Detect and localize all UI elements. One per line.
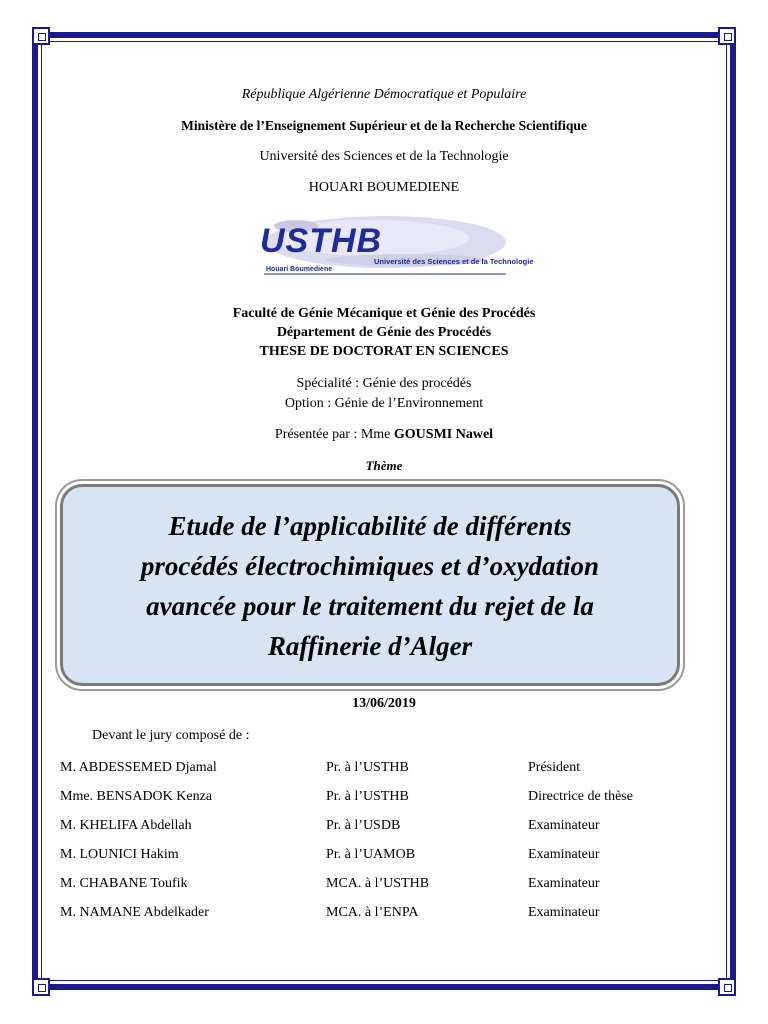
corner-ornament — [32, 27, 50, 45]
university-line: Université des Sciences et de la Technologie — [259, 149, 509, 164]
jury-affiliation: MCA. à l’USTHB — [326, 876, 430, 891]
corner-ornament — [718, 978, 736, 996]
university-name: HOUARI BOUMEDIENE — [308, 180, 460, 195]
jury-role: Directrice de thèse — [528, 789, 633, 804]
jury-row — [0, 876, 768, 896]
logo-line1: Université des Sciences et de la Technologie — [374, 257, 534, 266]
title-line-1: Etude de l’applicabilité de différents — [168, 511, 572, 541]
jury-affiliation: Pr. à l’USDB — [326, 818, 401, 833]
thesis-title — [64, 506, 676, 666]
title-line-3: avancée pour le traitement du rejet de la — [146, 591, 594, 621]
defense-date: 13/06/2019 — [352, 696, 416, 711]
author-name: GOUSMI Nawel — [393, 427, 494, 442]
theme-label: Thème — [365, 458, 403, 473]
corner-ornament — [32, 978, 50, 996]
jury-role: Examinateur — [528, 818, 600, 833]
jury-name: M. ABDESSEMED Djamal — [60, 760, 217, 775]
jury-affiliation: Pr. à l’USTHB — [326, 789, 409, 804]
department-line: Département de Génie des Procédés — [276, 325, 492, 340]
thesis-type: THESE DE DOCTORAT EN SCIENCES — [259, 344, 509, 359]
jury-name: M. CHABANE Toufik — [60, 876, 188, 891]
jury-role: Examinateur — [528, 876, 600, 891]
jury-name: M. LOUNICI Hakim — [60, 847, 179, 862]
logo-acronym: USTHB — [260, 222, 383, 260]
logo-line2: Houari Boumediene — [266, 266, 333, 273]
author-prefix: Présentée par : Mme — [274, 427, 394, 442]
jury-name: Mme. BENSADOK Kenza — [60, 789, 213, 804]
jury-row — [0, 760, 768, 780]
jury-row — [0, 818, 768, 838]
corner-ornament — [718, 27, 736, 45]
jury-row — [0, 847, 768, 867]
ministry-line: Ministère de l’Enseignement Supérieur et de la Recherche Scientifique — [181, 118, 587, 133]
jury-name: M. NAMANE Abdelkader — [60, 905, 209, 920]
title-line-2: procédés électrochimiques et d’oxydation — [140, 551, 600, 581]
jury-intro: Devant le jury composé de : — [92, 728, 250, 743]
specialty-line: Spécialité : Génie des procédés — [296, 376, 472, 391]
jury-affiliation: MCA. à l’ENPA — [326, 905, 419, 920]
jury-name: M. KHELIFA Abdellah — [60, 818, 192, 833]
jury-affiliation: Pr. à l’UAMOB — [326, 847, 416, 862]
republic-line: République Algérienne Démocratique et Populaire — [241, 87, 527, 102]
jury-row — [0, 905, 768, 925]
jury-role: Examinateur — [528, 905, 600, 920]
jury-affiliation: Pr. à l’USTHB — [326, 760, 409, 775]
jury-role: Président — [528, 760, 581, 775]
option-line: Option : Génie de l’Environnement — [284, 396, 484, 411]
author-line — [0, 427, 768, 443]
faculty-line: Faculté de Génie Mécanique et Génie des Procédés — [232, 306, 536, 321]
jury-role: Examinateur — [528, 847, 600, 862]
jury-row — [0, 789, 768, 809]
usthb-logo — [256, 212, 534, 276]
title-line-4: Raffinerie d’Alger — [267, 631, 473, 661]
